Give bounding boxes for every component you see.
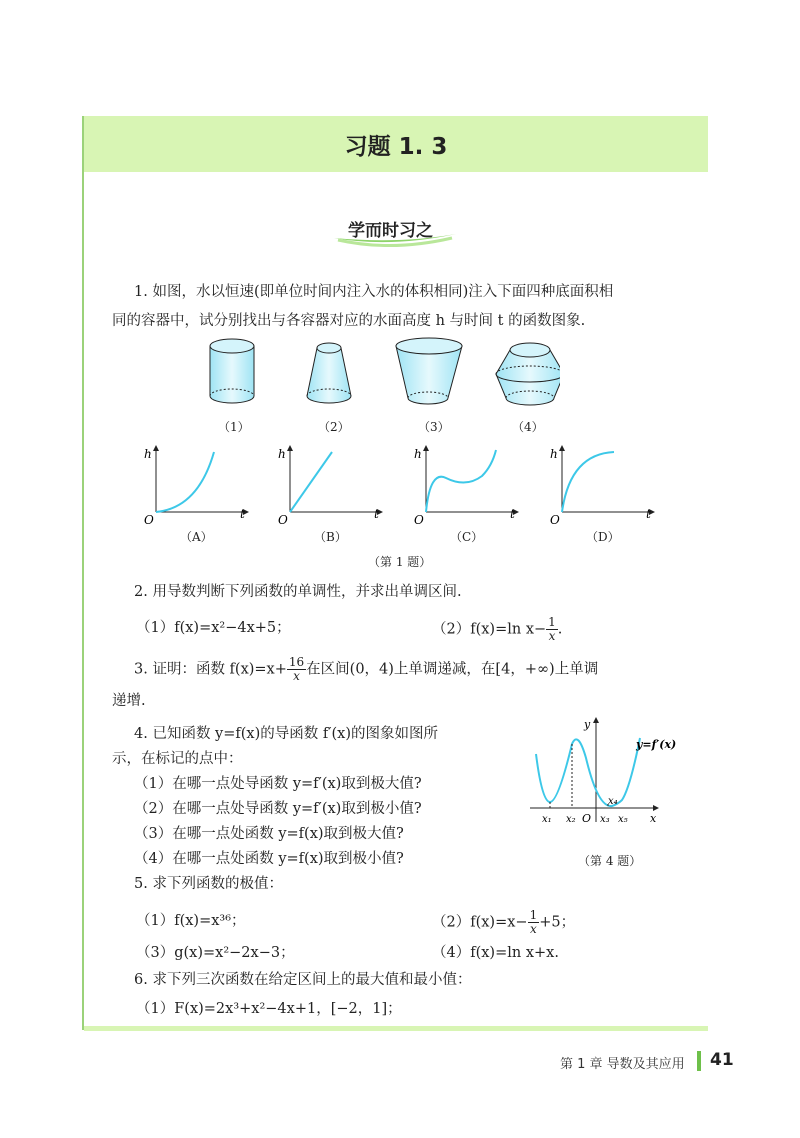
graph-label-D: （D） (586, 530, 620, 544)
problem-4-line-2: 示，在标记的点中： (112, 751, 243, 767)
problem-4-line-1: 4. 已知函数 y=f(x)的导函数 f′(x)的图象如图所 (134, 726, 439, 742)
graph-A-h-label: h (144, 447, 152, 461)
problem-4-item-1: （1）在哪一点处导函数 y=f′(x)取到极大值? (134, 776, 422, 792)
graph-label-B: （B） (314, 530, 347, 544)
graph-A (144, 446, 248, 525)
graph-label-A: （A） (180, 530, 213, 544)
graph-B-origin: O (278, 513, 288, 525)
container-2-narrow-top (307, 343, 351, 403)
chapter-footer: 第 1 章 导数及其应用 (560, 1057, 685, 1072)
graph-A-t-label: t (240, 507, 245, 521)
graph-C (414, 446, 518, 525)
graph-C-t-label: t (510, 507, 515, 521)
problem-1-caption: （第 1 题） (368, 555, 432, 569)
graph-C-origin: O (414, 513, 424, 525)
point-x5: x₅ (618, 814, 628, 825)
point-x2: x₂ (566, 814, 576, 825)
problem-4-item-2: （2）在哪一点处导函数 y=f′(x)取到极小值? (134, 801, 422, 817)
origin-label: O (582, 812, 592, 825)
container-label-3: （3） (418, 420, 450, 434)
problem-4-item-3: （3）在哪一点处函数 y=f(x)取到极大值? (134, 826, 404, 842)
graph-D-origin: O (550, 513, 560, 525)
problem-1-line-1: 1. 如图，水以恒速(即单位时间内注入水的体积相同)注入下面四种底面积相 (134, 284, 614, 300)
graph-D-h-label: h (550, 447, 558, 461)
point-x1: x₁ (542, 814, 552, 825)
graph-A-origin: O (144, 513, 154, 525)
container-label-2: （2） (318, 420, 350, 434)
problem-5-text: 5. 求下列函数的极值： (134, 876, 283, 892)
x-axis-label: x (650, 812, 657, 825)
graph-label-C: （C） (450, 530, 484, 544)
graph-C-h-label: h (414, 447, 422, 461)
footer-divider (697, 1051, 701, 1071)
graph-B-h-label: h (278, 447, 286, 461)
problem-5-item-2: （2）f(x)=x− $\frac{1}{x}$ +5； (432, 908, 576, 936)
problem-4-item-4: （4）在哪一点处函数 y=f(x)取到极小值? (134, 851, 404, 867)
graph-B (278, 446, 382, 525)
graph-B-t-label: t (374, 507, 379, 521)
y-axis-label: y (584, 718, 591, 731)
problem-2-text: 2. 用导数判断下列函数的单调性，并求出单调区间. (134, 584, 462, 600)
page-number: 41 (710, 1050, 734, 1070)
section-subtitle: 学而时习之 (348, 221, 433, 241)
point-x3: x₃ (600, 814, 610, 825)
container-3-wide-top (396, 338, 462, 404)
point-x4: x₄ (608, 796, 618, 807)
problem-4-caption: （第 4 题） (578, 854, 642, 868)
problem-3-line-2: 递增. (112, 693, 146, 709)
problem-2-item-2: （2）f(x)=ln x− $\frac{1}{x}$ . (432, 615, 563, 643)
page-title: 习题 1. 3 (344, 134, 448, 160)
problem-1-line-2: 同的容器中，试分别找出与各容器对应的水面高度 h 与时间 t 的函数图象. (112, 313, 586, 329)
problem-5-item-3: （3）g(x)=x²−2x−3； (136, 945, 295, 961)
containers-figure (200, 336, 560, 436)
height-time-graphs (136, 440, 666, 525)
curve-label: y=f′(x) (636, 738, 677, 751)
graph-D-t-label: t (646, 507, 651, 521)
problem-2-item-1: （1）f(x)=x²−4x+5； (136, 620, 291, 636)
container-label-1: （1） (218, 420, 250, 434)
problem-5-item-4: （4）f(x)=ln x+x. (432, 945, 559, 961)
graph-D (550, 446, 654, 525)
problem-6-text: 6. 求下列三次函数在给定区间上的最大值和最小值： (134, 972, 472, 988)
container-label-4: （4） (512, 420, 544, 434)
problem-6-item-1: （1）F(x)=2x³+x²−4x+1，[−2，1]； (136, 1001, 402, 1017)
problem-5-item-1: （1）f(x)=x³⁶； (136, 913, 246, 929)
bottom-band (84, 1026, 708, 1031)
container-1-cylinder (210, 339, 254, 403)
derivative-graph (526, 712, 702, 830)
problem-3-line-1: 3. 证明：函数 f(x)=x+ $\frac{16}{x}$ 在区间(0，4)上单调递减，在[4，+∞)上单调 (134, 655, 599, 683)
container-4-barrel (496, 343, 560, 405)
